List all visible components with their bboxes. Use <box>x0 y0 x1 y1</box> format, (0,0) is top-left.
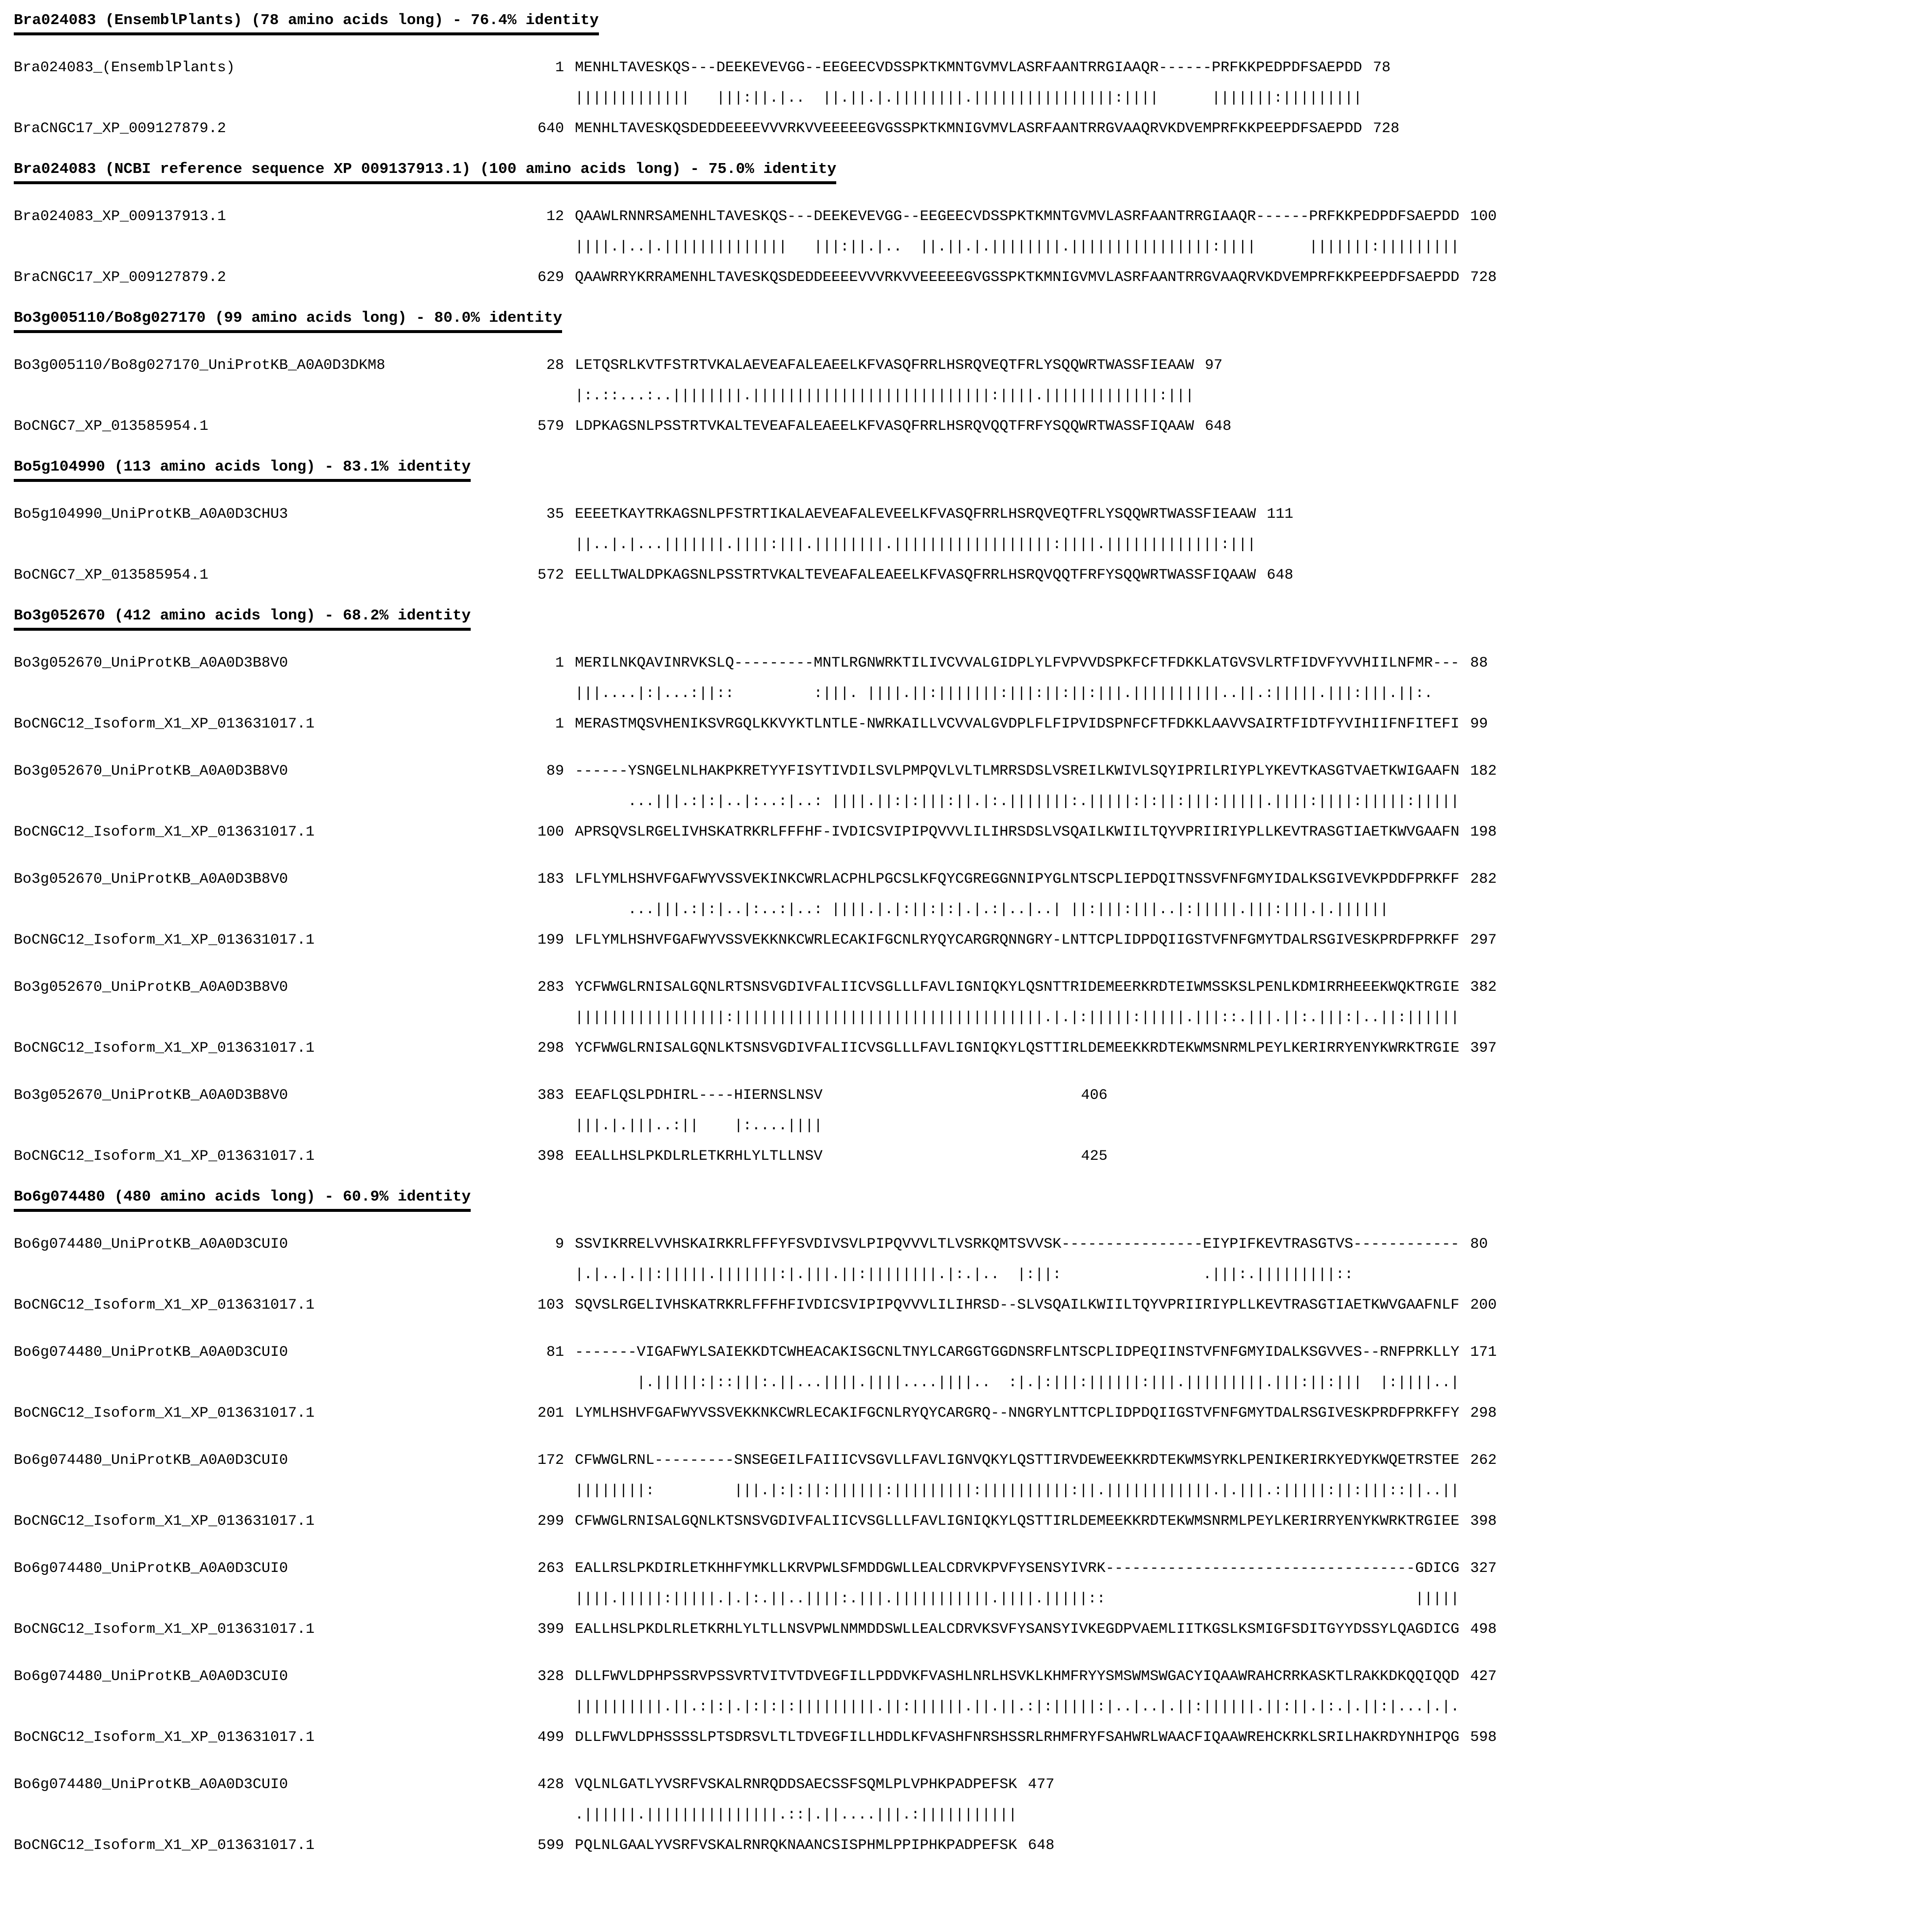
query-row <box>14 201 1926 232</box>
section-header-text: Bo3g005110/Bo8g027170 (99 amino acids long) - 80.0% identity <box>14 309 562 333</box>
subject-end-number: 648 <box>1028 1837 1055 1854</box>
subject-end-number: 99 <box>1470 716 1488 732</box>
alignment-segment <box>14 756 1926 847</box>
subject-row <box>14 113 1926 144</box>
subject-end-number: 728 <box>1470 269 1497 286</box>
match-row <box>14 1111 1926 1141</box>
subject-end-number: 200 <box>1470 1297 1497 1314</box>
query-name: Bra024083_(EnsemblPlants) <box>14 59 235 76</box>
match-line: ||||||||||||| |||:||.|.. ||.||.|.||||||||.||||||||||||||||:|||| |||||||:||||||||| <box>575 90 1362 107</box>
query-sequence: YCFWWGLRNISALGQNLRTSNSVGDIVFALIICVSGLLLFAVLIGNIQKYLQSNTTRIDEMEERKRDTEIWMSSKSLPENLKDMIRRHEEEKWQKTRGIE <box>575 979 1460 996</box>
subject-start-number: 103 <box>537 1297 564 1314</box>
subject-start-number: 399 <box>537 1621 564 1638</box>
match-row-spacer <box>397 232 564 262</box>
query-end-number: 477 <box>1028 1776 1055 1793</box>
query-sequence: ------YSNGELNLHAKPKRETYYFISYTIVDILSVLPMPQVLVLTLMRRSDSLVSREILKWIVLSQYIPRILRIYPLYKEVTKASGTVAETKWIGAAFN <box>575 763 1460 780</box>
match-line: ||||||||||.||.:|:|.|:|:|:|||||||||.||:||||||.||.||.:|:|||||:|..|..|.||:||||||.||:||.|:.|.||:|...|.|. <box>575 1699 1460 1715</box>
subject-sequence: APRSQVSLRGELIVHSKATRKRLFFFHF-IVDICSVIPIPQVVVLILIHRSDSLVSQAILKWIILTQYVPRIIRIYPLLKEVTRASGTIAETKWVGAAFN <box>575 824 1460 840</box>
query-name: Bo5g104990_UniProtKB_A0A0D3CHU3 <box>14 506 288 523</box>
match-line: ...|||.:|:|..|:..:|..: ||||.||:|:|||:||.|:.|||||||:.|||||:|:||:|||:|||||.||||:||||:|||||:||||| <box>575 793 1460 810</box>
match-line: ||||.|||||:|||||.|.|:.||..||||:.|||.|||||||||||.||||.|||||:: ||||| <box>575 1591 1460 1607</box>
query-sequence: EEEETKAYTRKAGSNLPFSTRTIKALAEVEAFALEVEELKFVASQFRRLHSRQVEQTFRLYSQQWRTWASSFIEAAW <box>575 506 1256 523</box>
subject-start-number: 299 <box>537 1513 564 1530</box>
query-row <box>14 1661 1926 1692</box>
subject-start-number: 499 <box>537 1729 564 1746</box>
subject-end-number: 598 <box>1470 1729 1497 1746</box>
subject-sequence: MERASTMQSVHENIKSVRGQLKKVYKTLNTLE-NWRKAILLVCVVALGVDPLFLFIPVIDSPNFCFTFDKKLAAVVSAIRTFIDTFYVIHIIFNFITEFI <box>575 716 1460 732</box>
match-row <box>14 786 1926 817</box>
match-row <box>14 1003 1926 1033</box>
alignment-section <box>14 458 1926 590</box>
query-start-number: 283 <box>537 979 564 996</box>
subject-sequence: EALLHSLPKDLRLETKRHLYLTLLNSVPWLNMMDDSWLLEALCDRVKSVFYSANSYIVKEGDPVAEMLIITKGSLKSMIGFSDITGYYDSSYLQAGDICG <box>575 1621 1460 1638</box>
subject-name: BoCNGC12_Isoform_X1_XP_013631017.1 <box>14 932 315 949</box>
query-end-number: 182 <box>1470 763 1497 780</box>
match-row-spacer <box>397 1476 564 1506</box>
subject-start-number: 572 <box>537 567 564 584</box>
alignment-section <box>14 607 1926 1172</box>
subject-start-number: 629 <box>537 269 564 286</box>
subject-sequence: YCFWWGLRNISALGQNLKTSNSVGDIVFALIICVSGLLLFAVLIGNIQKYLQSTTIRLDEMEEKKRDTEKWMSNRMLPEYLKERIRRYENYKWRKTRGIE <box>575 1040 1460 1057</box>
query-start-number: 1 <box>555 655 564 672</box>
query-sequence: CFWWGLRNL---------SNSEGEILFAIIICVSGVLLFAVLIGNVQKYLQSTTIRVDEWEEKKRDTEKWMSYRKLPENIKERIRKYEDYKWQETRSTEE <box>575 1452 1460 1469</box>
alignment-segment <box>14 350 1926 442</box>
section-segments <box>14 499 1926 590</box>
match-row-spacer <box>397 1111 564 1141</box>
subject-sequence: DLLFWVLDPHSSSSLPTSDRSVLTLTDVEGFILLHDDLKFVASHFNRSHSSRLRHMFRYFSAHWRLWAACFIQAAWREHCKRKLSRILHAKRDYNHIPQG <box>575 1729 1460 1746</box>
match-row <box>14 1800 1926 1830</box>
query-end-number: 111 <box>1267 506 1294 523</box>
query-end-number: 282 <box>1470 871 1497 888</box>
query-name: Bra024083_XP_009137913.1 <box>14 208 227 225</box>
alignment-segment <box>14 1080 1926 1172</box>
subject-row <box>14 1830 1926 1861</box>
match-row-spacer <box>397 786 564 817</box>
subject-end-number: 728 <box>1373 120 1400 137</box>
query-name: Bo6g074480_UniProtKB_A0A0D3CUI0 <box>14 1236 288 1253</box>
subject-end-number: 297 <box>1470 932 1497 949</box>
match-row-spacer <box>397 1260 564 1290</box>
query-end-number: 171 <box>1470 1344 1497 1361</box>
query-name: Bo3g052670_UniProtKB_A0A0D3B8V0 <box>14 1087 288 1104</box>
match-row <box>14 83 1926 113</box>
section-segments <box>14 648 1926 1172</box>
match-row-spacer <box>14 895 397 925</box>
query-row <box>14 648 1926 678</box>
query-row <box>14 53 1926 83</box>
match-line: |||||||||||||||||:|||||||||||||||||||||||||||||||||||.|.|:|||||:|||||.|||::.|||.||:.|||:|..||:|||||| <box>575 1009 1460 1026</box>
subject-row <box>14 1614 1926 1645</box>
match-row-spacer <box>14 232 397 262</box>
subject-start-number: 579 <box>537 418 564 435</box>
match-row <box>14 530 1926 560</box>
query-row <box>14 1337 1926 1368</box>
subject-name: BoCNGC12_Isoform_X1_XP_013631017.1 <box>14 1405 315 1422</box>
query-sequence: LETQSRLKVTFSTRTVKALAEVEAFALEAEELKFVASQFRRLHSRQVEQTFRLYSQQWRTWASSFIEAAW <box>575 357 1194 374</box>
query-start-number: 383 <box>537 1087 564 1104</box>
query-start-number: 1 <box>555 59 564 76</box>
match-row-spacer <box>14 1800 397 1830</box>
subject-end-number: 398 <box>1470 1513 1497 1530</box>
subject-row <box>14 1506 1926 1537</box>
query-row <box>14 864 1926 895</box>
subject-sequence: SQVSLRGELIVHSKATRKRLFFFHFIVDICSVIPIPQVVVLILIHRSD--SLVSQAILKWIILTQYVPRIIRIYPLLKEVTRASGTIAETKWVGAAFNLF <box>575 1297 1460 1314</box>
query-row <box>14 1229 1926 1260</box>
match-row-spacer <box>14 1003 397 1033</box>
subject-row <box>14 1141 1926 1172</box>
subject-name: BraCNGC17_XP_009127879.2 <box>14 269 227 286</box>
subject-end-number: 648 <box>1205 418 1232 435</box>
query-row <box>14 1445 1926 1476</box>
alignment-segment <box>14 201 1926 293</box>
subject-start-number: 640 <box>537 120 564 137</box>
section-header-text: Bra024083 (NCBI reference sequence XP 009137913.1) (100 amino acids long) - 75.0% identity <box>14 161 836 184</box>
query-end-number: 97 <box>1205 357 1223 374</box>
section-segments <box>14 201 1926 293</box>
alignment-segment <box>14 499 1926 590</box>
subject-name: BraCNGC17_XP_009127879.2 <box>14 120 227 137</box>
subject-row <box>14 262 1926 293</box>
query-end-number: 88 <box>1470 655 1488 672</box>
query-start-number: 35 <box>546 506 564 523</box>
match-row-spacer <box>14 1584 397 1614</box>
query-sequence: QAAWLRNNRSAMENHLTAVESKQS---DEEKEVEVGG--EEGEECVDSSPKTKMNTGVMVLASRFAANTRRGIAAQR------PRFKKPEDPDFSAEPDD <box>575 208 1460 225</box>
match-line: ||||||||: |||.|:|:||:||||||:|||||||||:||||||||||:||.||||||||||||.|.|||.:|||||:||:|||::||..|| <box>575 1483 1460 1499</box>
alignment-sections <box>14 12 1926 1861</box>
alignment-segment <box>14 1661 1926 1753</box>
section-segments <box>14 53 1926 144</box>
query-name: Bo6g074480_UniProtKB_A0A0D3CUI0 <box>14 1668 288 1685</box>
match-line: |.|..|.||:|||||.|||||||:|.|||.||:||||||||.|:.|.. |:||: .|||:.|||||||||:: <box>575 1266 1460 1283</box>
query-sequence: LFLYMLHSHVFGAFWYVSSVEKINKCWRLACPHLPGCSLKFQYCGREGGNNIPYGLNTSCPLIEPDQITNSSVFNFGMYIDALKSGIVEVKPDDFPRKFF <box>575 871 1460 888</box>
subject-start-number: 599 <box>537 1837 564 1854</box>
subject-end-number: 648 <box>1267 567 1294 584</box>
match-line: ...|||.:|:|..|:..:|..: ||||.|.|:||:|:|.|.:|..|..| ||:|||:|||..|:|||||.|||:|||.|.|||||| <box>575 901 1389 918</box>
alignment-section <box>14 161 1926 293</box>
query-start-number: 183 <box>537 871 564 888</box>
alignment-segment <box>14 1769 1926 1861</box>
match-row-spacer <box>397 1800 564 1830</box>
subject-row <box>14 817 1926 847</box>
match-line: |:.::...:..||||||||.|||||||||||||||||||||||||||:||||.|||||||||||||:||| <box>575 388 1194 404</box>
subject-row <box>14 1033 1926 1064</box>
match-row <box>14 381 1926 411</box>
match-row-spacer <box>14 530 397 560</box>
query-start-number: 428 <box>537 1776 564 1793</box>
subject-name: BoCNGC12_Isoform_X1_XP_013631017.1 <box>14 1148 315 1165</box>
subject-sequence: LFLYMLHSHVFGAFWYVSSVEKKNKCWRLECAKIFGCNLRYQYCARGRQNNGRY-LNTTCPLIDPDQIIGSTVFNFGMYTDALRSGIVESKPRDFPRKFF <box>575 932 1460 949</box>
subject-row <box>14 1722 1926 1753</box>
subject-start-number: 199 <box>537 932 564 949</box>
query-name: Bo6g074480_UniProtKB_A0A0D3CUI0 <box>14 1776 288 1793</box>
section-header-text: Bo5g104990 (113 amino acids long) - 83.1% identity <box>14 458 471 482</box>
alignment-section <box>14 309 1926 442</box>
match-row <box>14 1476 1926 1506</box>
match-line: .||||||.|||||||||||||||.::|.||....|||.:||||||||||| <box>575 1807 1018 1823</box>
match-row-spacer <box>14 678 397 709</box>
subject-start-number: 201 <box>537 1405 564 1422</box>
subject-sequence: LDPKAGSNLPSSTRTVKALTEVEAFALEAEELKFVASQFRRLHSRQVQQTFRFYSQQWRTWASSFIQAAW <box>575 418 1194 435</box>
query-sequence: MERILNKQAVINRVKSLQ---------MNTLRGNWRKTILIVCVVALGIDPLYLFVPVVDSPKFCFTFDKKLATGVSVLRTFIDVFYVVHIILNFMR--- <box>575 655 1460 672</box>
section-segments <box>14 1229 1926 1861</box>
subject-sequence: LYMLHSHVFGAFWYVSSVEKKNKCWRLECAKIFGCNLRYQYCARGRQ--NNGRYLNTTCPLIDPDQIIGSTVFNFGMYTDALRSGIVESKPRDFPRKFFY <box>575 1405 1460 1422</box>
subject-row <box>14 560 1926 590</box>
alignment-segment <box>14 1337 1926 1428</box>
subject-name: BoCNGC12_Isoform_X1_XP_013631017.1 <box>14 1040 315 1057</box>
query-row <box>14 1769 1926 1800</box>
subject-name: BoCNGC12_Isoform_X1_XP_013631017.1 <box>14 716 315 732</box>
subject-sequence: QAAWRRYKRRAMENHLTAVESKQSDEDDEEEEVVVRKVVEEEEEGVGSSPKTKMNIGVMVLASRFAANTRRGVAAQRVKDVEMPRFKKPEEPDFSAEPDD <box>575 269 1460 286</box>
subject-start-number: 298 <box>537 1040 564 1057</box>
match-row <box>14 232 1926 262</box>
query-sequence: EALLRSLPKDIRLETKHHFYMKLLKRVPWLSFMDDGWLLEALCDRVKPVFYSENSYIVRK-----------------------------------GDICG <box>575 1560 1460 1577</box>
subject-sequence: CFWWGLRNISALGQNLKTSNSVGDIVFALIICVSGLLLFAVLIGNIQKYLQSTTIRLDEMEEKKRDTEKWMSNRMLPEYLKERIRRYENYKWRKTRGIEE <box>575 1513 1460 1530</box>
alignment-segment <box>14 1229 1926 1320</box>
query-name: Bo3g052670_UniProtKB_A0A0D3B8V0 <box>14 979 288 996</box>
alignment-segment <box>14 53 1926 144</box>
subject-row <box>14 1290 1926 1320</box>
match-line: ||..|.|...|||||||.||||:|||.||||||||.||||||||||||||||||:||||.|||||||||||||:||| <box>575 536 1256 553</box>
query-name: Bo6g074480_UniProtKB_A0A0D3CUI0 <box>14 1560 288 1577</box>
query-name: Bo3g052670_UniProtKB_A0A0D3B8V0 <box>14 871 288 888</box>
alignment-segment <box>14 648 1926 739</box>
subject-name: BoCNGC7_XP_013585954.1 <box>14 567 209 584</box>
query-sequence: VQLNLGATLYVSRFVSKALRNRQDDSAECSSFSQMLPLVPHKPADPEFSK <box>575 1776 1018 1793</box>
subject-end-number: 198 <box>1470 824 1497 840</box>
query-end-number: 406 <box>1081 1087 1108 1104</box>
query-row <box>14 972 1926 1003</box>
query-end-number: 427 <box>1470 1668 1497 1685</box>
match-row-spacer <box>14 786 397 817</box>
match-line: |||....|:|...:||:: :|||. ||||.||:|||||||:|||:||:||:|||.||||||||||..||.:|||||.|||:|||.||:. <box>575 685 1460 702</box>
subject-start-number: 398 <box>537 1148 564 1165</box>
match-row-spacer <box>14 1476 397 1506</box>
query-sequence: EEAFLQSLPDHIRL----HIERNSLNSV <box>575 1087 1071 1104</box>
query-name: Bo3g052670_UniProtKB_A0A0D3B8V0 <box>14 655 288 672</box>
section-header <box>14 12 1926 29</box>
match-row <box>14 1368 1926 1398</box>
query-start-number: 9 <box>555 1236 564 1253</box>
subject-name: BoCNGC12_Isoform_X1_XP_013631017.1 <box>14 1837 315 1854</box>
query-row <box>14 499 1926 530</box>
query-start-number: 89 <box>546 763 564 780</box>
query-name: Bo6g074480_UniProtKB_A0A0D3CUI0 <box>14 1452 288 1469</box>
subject-end-number: 298 <box>1470 1405 1497 1422</box>
section-header-text: Bo3g052670 (412 amino acids long) - 68.2% identity <box>14 607 471 631</box>
match-row <box>14 678 1926 709</box>
alignment-segment <box>14 864 1926 955</box>
match-row-spacer <box>397 895 564 925</box>
query-start-number: 263 <box>537 1560 564 1577</box>
query-start-number: 12 <box>546 208 564 225</box>
subject-name: BoCNGC7_XP_013585954.1 <box>14 418 209 435</box>
subject-end-number: 425 <box>1081 1148 1108 1165</box>
match-line: |.|||||:|::|||:.||...||||.||||....||||.. :|.|:|||:||||||:|||.|||||||||.|||:||:||| |:||||..| <box>575 1374 1460 1391</box>
query-row <box>14 1553 1926 1584</box>
query-end-number: 78 <box>1373 59 1391 76</box>
alignment-segment <box>14 1553 1926 1645</box>
alignment-section <box>14 12 1926 144</box>
subject-sequence: MENHLTAVESKQSDEDDEEEEVVVRKVVEEEEEGVGSSPKTKMNIGVMVLASRFAANTRRGVAAQRVKDVEMPRFKKPEEPDFSAEPDD <box>575 120 1362 137</box>
match-row-spacer <box>14 83 397 113</box>
subject-start-number: 100 <box>537 824 564 840</box>
match-row-spacer <box>397 678 564 709</box>
subject-row <box>14 925 1926 955</box>
subject-sequence: EELLTWALDPKAGSNLPSSTRTVKALTEVEAFALEAEELKFVASQFRRLHSRQVQQTFRFYSQQWRTWASSFIQAAW <box>575 567 1256 584</box>
section-segments <box>14 350 1926 442</box>
match-line: ||||.|..|.|||||||||||||| |||:||.|.. ||.||.|.||||||||.||||||||||||||||:|||| |||||||:||||||||| <box>575 239 1460 255</box>
query-name: Bo3g005110/Bo8g027170_UniProtKB_A0A0D3DKM8 <box>14 357 386 374</box>
match-row-spacer <box>14 1260 397 1290</box>
alignment-segment <box>14 972 1926 1064</box>
subject-name: BoCNGC12_Isoform_X1_XP_013631017.1 <box>14 1729 315 1746</box>
match-row-spacer <box>397 83 564 113</box>
section-header-text: Bra024083 (EnsemblPlants) (78 amino acids long) - 76.4% identity <box>14 12 599 35</box>
query-row <box>14 350 1926 381</box>
query-name: Bo3g052670_UniProtKB_A0A0D3B8V0 <box>14 763 288 780</box>
match-row-spacer <box>14 1368 397 1398</box>
match-row-spacer <box>397 530 564 560</box>
subject-end-number: 397 <box>1470 1040 1497 1057</box>
subject-row <box>14 709 1926 739</box>
subject-name: BoCNGC12_Isoform_X1_XP_013631017.1 <box>14 824 315 840</box>
subject-name: BoCNGC12_Isoform_X1_XP_013631017.1 <box>14 1513 315 1530</box>
query-end-number: 327 <box>1470 1560 1497 1577</box>
section-header <box>14 161 1926 178</box>
query-start-number: 81 <box>546 1344 564 1361</box>
section-header <box>14 1188 1926 1205</box>
match-row-spacer <box>14 1692 397 1722</box>
subject-start-number: 1 <box>555 716 564 732</box>
match-row <box>14 1584 1926 1614</box>
alignment-segment <box>14 1445 1926 1537</box>
query-name: Bo6g074480_UniProtKB_A0A0D3CUI0 <box>14 1344 288 1361</box>
match-row-spacer <box>14 1111 397 1141</box>
query-sequence: MENHLTAVESKQS---DEEKEVEVGG--EEGEECVDSSPKTKMNTGVMVLASRFAANTRRGIAAQR------PRFKKPEDPDFSAEPDD <box>575 59 1362 76</box>
match-row-spacer <box>397 1584 564 1614</box>
query-end-number: 100 <box>1470 208 1497 225</box>
section-header <box>14 607 1926 624</box>
query-sequence: SSVIKRRELVVHSKAIRKRLFFFYFSVDIVSVLPIPQVVVLTLVSRKQMTSVVSK----------------EIYPIFKEVTRASGTVS------------ <box>575 1236 1460 1253</box>
match-row-spacer <box>14 381 397 411</box>
query-sequence: -------VIGAFWYLSAIEKKDTCWHEACAKISGCNLTNYLCARGGTGGDNSRFLNTSCPLIDPEQIINSTVFNFGMYIDALKSGVVES--RNFPRKLLY <box>575 1344 1460 1361</box>
section-header <box>14 309 1926 327</box>
match-row <box>14 1692 1926 1722</box>
section-header-text: Bo6g074480 (480 amino acids long) - 60.9% identity <box>14 1188 471 1212</box>
match-row-spacer <box>397 1003 564 1033</box>
query-row <box>14 1080 1926 1111</box>
subject-sequence: EEALLHSLPKDLRLETKRHLYLTLLNSV <box>575 1148 1071 1165</box>
subject-row <box>14 411 1926 442</box>
alignment-section <box>14 1188 1926 1861</box>
match-line: |||.|.|||..:|| |:....|||| <box>575 1118 823 1134</box>
subject-name: BoCNGC12_Isoform_X1_XP_013631017.1 <box>14 1297 315 1314</box>
match-row <box>14 1260 1926 1290</box>
query-end-number: 262 <box>1470 1452 1497 1469</box>
subject-sequence: PQLNLGAALYVSRFVSKALRNRQKNAANCSISPHMLPPIPHKPADPEFSK <box>575 1837 1018 1854</box>
query-row <box>14 756 1926 786</box>
subject-name: BoCNGC12_Isoform_X1_XP_013631017.1 <box>14 1621 315 1638</box>
query-end-number: 382 <box>1470 979 1497 996</box>
section-header <box>14 458 1926 476</box>
query-start-number: 172 <box>537 1452 564 1469</box>
match-row-spacer <box>397 1368 564 1398</box>
query-start-number: 328 <box>537 1668 564 1685</box>
query-start-number: 28 <box>546 357 564 374</box>
match-row-spacer <box>397 381 564 411</box>
query-end-number: 80 <box>1470 1236 1488 1253</box>
subject-end-number: 498 <box>1470 1621 1497 1638</box>
match-row <box>14 895 1926 925</box>
match-row-spacer <box>397 1692 564 1722</box>
subject-row <box>14 1398 1926 1428</box>
query-sequence: DLLFWVLDPHPSSRVPSSVRTVITVTDVEGFILLPDDVKFVASHLNRLHSVKLKHMFRYYSMSWMSWGACYIQAAWRAHCRRKASKTLRAKKDKQQIQQD <box>575 1668 1460 1685</box>
